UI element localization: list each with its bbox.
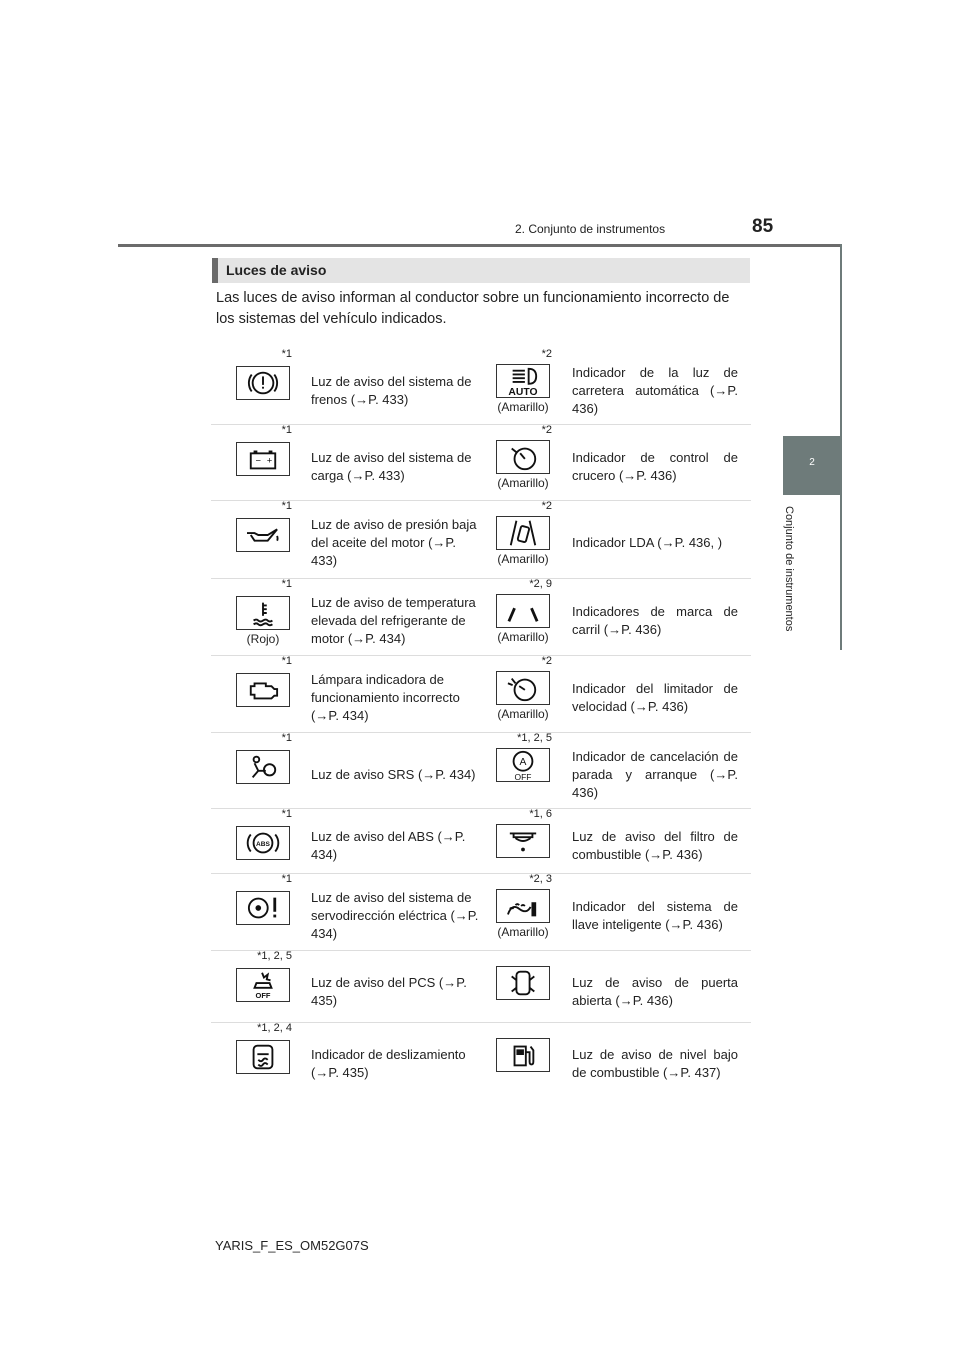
color-note: (Amarillo): [497, 707, 549, 721]
svg-text:−: −: [255, 454, 261, 466]
svg-text:A: A: [519, 757, 527, 768]
oil-pressure-icon: [236, 518, 290, 552]
running-header-title: 2. Conjunto de instrumentos: [515, 222, 666, 236]
warning-description: Indicadores de marca de carril (→P. 436): [572, 604, 738, 637]
chapter-tab: [783, 436, 841, 495]
color-note: (Rojo): [246, 632, 280, 646]
footnote-marker: *2: [541, 655, 552, 667]
footnote-marker: *1: [281, 348, 292, 360]
svg-text:OFF: OFF: [255, 991, 271, 1001]
chapter-side-label-text: Conjunto de instrumentos: [783, 506, 795, 632]
low-fuel-icon: [496, 1038, 550, 1072]
warning-description: Indicador de cancelación de parada y arranque (→P. 436): [572, 749, 738, 800]
abs-icon: [236, 826, 290, 860]
footnote-marker: *1: [281, 424, 292, 436]
warning-description: Luz de aviso de temperatura elevada del refrigerante de motor (→P. 434): [311, 595, 476, 646]
footnote-marker: *2: [541, 500, 552, 512]
stop-start-off-icon: [496, 748, 550, 782]
section-heading-text: Luces de aviso: [226, 262, 327, 278]
page-number: 85: [752, 216, 774, 237]
footnote-marker: *2: [541, 424, 552, 436]
section-heading: [212, 258, 750, 283]
color-note: (Amarillo): [497, 630, 549, 644]
footnote-marker: *1: [281, 655, 292, 667]
warning-description: Luz de aviso del PCS (→P. 435): [311, 975, 467, 1008]
slip-indicator-icon: [236, 1040, 290, 1074]
warning-description: Indicador de deslizamiento (→P. 435): [311, 1047, 466, 1080]
footnote-marker: *1: [281, 500, 292, 512]
warning-description: Indicador de la luz de carretera automática (→P. 436): [572, 365, 738, 416]
lane-marker-icon: [496, 594, 550, 628]
footnote-marker: *1, 2, 5: [257, 950, 292, 962]
warning-description: Luz de aviso del sistema de carga (→P. 433): [311, 450, 472, 483]
check-engine-icon: [236, 673, 290, 707]
auto-high-beam-icon: [496, 364, 550, 398]
footnote-marker: *1, 2, 4: [257, 1022, 292, 1034]
warning-description: Luz de aviso del sistema de servodirección eléctrica (→P. 434): [311, 890, 479, 941]
footnote-marker: *2, 9: [529, 578, 552, 590]
footnote-marker: *2, 3: [529, 873, 552, 885]
header-rule: [118, 244, 840, 247]
lda-icon: [496, 516, 550, 550]
footnote-marker: *2: [541, 348, 552, 360]
cruise-control-icon: [496, 440, 550, 474]
intro-paragraph: Las luces de aviso informan al conductor sobre un funcionamiento incorrecto de los sistemas del vehículo indicados.: [216, 290, 730, 327]
warning-description: Lámpara indicadora de funcionamiento incorrecto (→P. 434): [311, 672, 460, 723]
footnote-marker: *1: [281, 578, 292, 590]
row-divider: [211, 1022, 751, 1023]
color-note: (Amarillo): [497, 476, 549, 490]
warning-description: Indicador del sistema de llave inteligente (→P. 436): [572, 899, 738, 932]
warning-description: Indicador del limitador de velocidad (→P. 436): [572, 681, 738, 714]
door-open-icon: [496, 966, 550, 1000]
warning-description: Luz de aviso de puerta abierta (→P. 436): [572, 975, 738, 1008]
smart-key-icon: [496, 889, 550, 923]
color-note: (Amarillo): [497, 552, 549, 566]
warning-description: Luz de aviso de nivel bajo de combustible (→P. 437): [572, 1047, 738, 1080]
airbag-icon: [236, 750, 290, 784]
svg-text:AUTO: AUTO: [508, 387, 538, 397]
warning-description: Luz de aviso SRS (→P. 434): [311, 767, 476, 782]
warning-description: Indicador LDA (→P. 436, ): [572, 535, 723, 550]
fuel-filter-icon: [496, 824, 550, 858]
svg-text:+: +: [266, 454, 273, 466]
chapter-tab-number: 2: [809, 457, 815, 468]
brake-warning-icon: [236, 366, 290, 400]
color-note: (Amarillo): [497, 400, 549, 414]
warning-description: Luz de aviso del ABS (→P. 434): [311, 829, 466, 862]
document-code: YARIS_F_ES_OM52G07S: [215, 1238, 369, 1253]
power-steering-icon: [236, 891, 290, 925]
footnote-marker: *1: [281, 732, 292, 744]
color-note: (Amarillo): [497, 925, 549, 939]
footnote-marker: *1, 2, 5: [517, 732, 552, 744]
section-heading-bar: [212, 258, 218, 283]
svg-text:OFF: OFF: [514, 772, 532, 781]
warning-description: Luz de aviso del sistema de frenos (→P. 433): [311, 374, 472, 407]
row-divider: [211, 950, 751, 951]
warning-description: Luz de aviso de presión baja del aceite del motor (→P. 433): [311, 517, 477, 568]
speed-limiter-icon: [496, 671, 550, 705]
footnote-marker: *1, 6: [529, 808, 552, 820]
battery-icon: [236, 442, 290, 476]
coolant-temp-icon: [236, 596, 290, 630]
svg-text:ABS: ABS: [256, 840, 270, 848]
footnote-marker: *1: [281, 808, 292, 820]
pcs-off-icon: [236, 968, 290, 1002]
footnote-marker: *1: [281, 873, 292, 885]
chapter-side-label: [780, 506, 810, 646]
warning-description: Indicador de control de crucero (→P. 436): [572, 450, 738, 483]
warning-description: Luz de aviso del filtro de combustible (→P. 436): [572, 829, 738, 862]
